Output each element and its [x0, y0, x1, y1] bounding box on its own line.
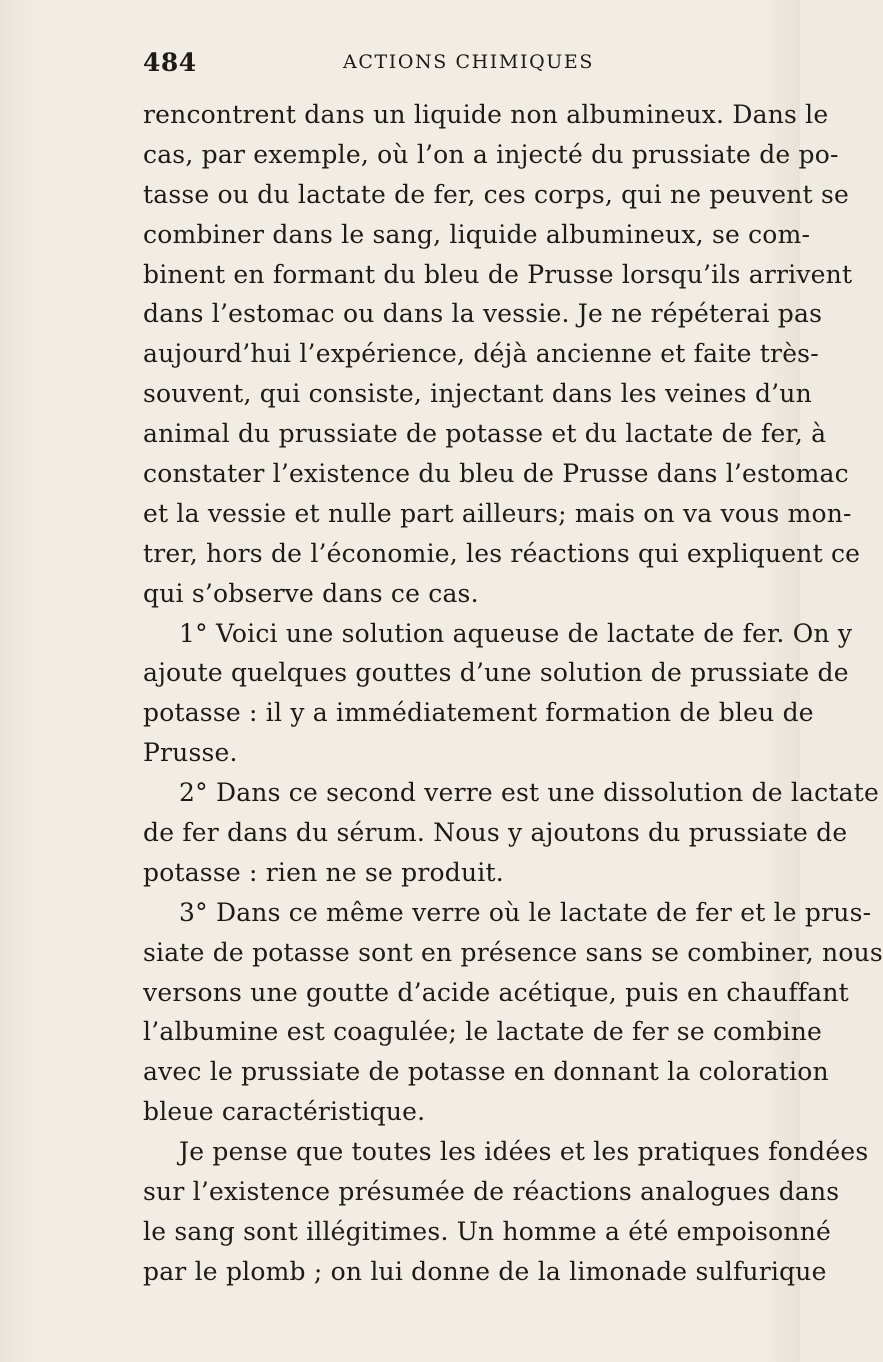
text-line: avec le prussiate de potasse en donnant la coloration [143, 1057, 829, 1087]
text-line: aujourd’hui l’expérience, déjà ancienne et faite très- [143, 339, 819, 369]
text-line: potasse : rien ne se produit. [143, 857, 504, 887]
text-line: qui s’observe dans ce cas. [143, 578, 479, 608]
text-line: rencontrent dans un liquide non albumineux. Dans le [143, 100, 829, 129]
running-title: ACTIONS CHIMIQUES [343, 51, 594, 73]
page-number: 484 [143, 48, 197, 77]
text-line: ajoute quelques gouttes d’une solution de prussiate de [143, 658, 849, 688]
text-line: bleue caractéristique. [143, 1097, 426, 1127]
running-head [143, 48, 743, 88]
text-line: par le plomb ; on lui donne de la limonade sulfurique [143, 1256, 827, 1286]
text-line: et la vessie et nulle part ailleurs; mais on va vous mon- [143, 498, 852, 528]
text-line: dans l’estomac ou dans la vessie. Je ne répéterai pas [143, 299, 823, 329]
text-line: binent en formant du bleu de Prusse lorsqu’ils arrivent [143, 259, 853, 289]
text-line: Je pense que toutes les idées et les pratiques fondées [179, 1137, 869, 1167]
text-line: l’albumine est coagulée; le lactate de fer se combine [143, 1017, 823, 1047]
text-line: constater l’existence du bleu de Prusse dans l’estomac [143, 459, 849, 489]
text-line: de fer dans du sérum. Nous y ajoutons du prussiate de [143, 818, 848, 848]
text-line: Prusse. [143, 738, 238, 768]
text-line: tasse ou du lactate de fer, ces corps, qui ne peuvent se [143, 179, 849, 209]
text-line: 2° Dans ce second verre est une dissolution de lactate [179, 778, 879, 808]
text-line: le sang sont illégitimes. Un homme a été empoisonné [143, 1216, 832, 1246]
text-line: versons une goutte d’acide acétique, puis en chauffant [143, 977, 849, 1007]
text-line: cas, par exemple, où l’on a injecté du prussiate de po- [143, 139, 839, 169]
text-line: 3° Dans ce même verre où le lactate de fer et le prus- [179, 897, 872, 927]
text-line: animal du prussiate de potasse et du lactate de fer, à [143, 419, 827, 449]
body-text [143, 95, 883, 1292]
text-line: trer, hors de l’économie, les réactions qui expliquent ce [143, 538, 861, 568]
text-line: combiner dans le sang, liquide albumineux, se com- [143, 219, 811, 249]
text-line: siate de potasse sont en présence sans se combiner, nous [143, 937, 883, 967]
text-line: 1° Voici une solution aqueuse de lactate de fer. On y [179, 618, 853, 648]
text-line: potasse : il y a immédiatement formation de bleu de [143, 698, 814, 728]
text-line: sur l’existence présumée de réactions analogues dans [143, 1177, 840, 1207]
text-line: souvent, qui consiste, injectant dans les veines d’un [143, 379, 812, 409]
